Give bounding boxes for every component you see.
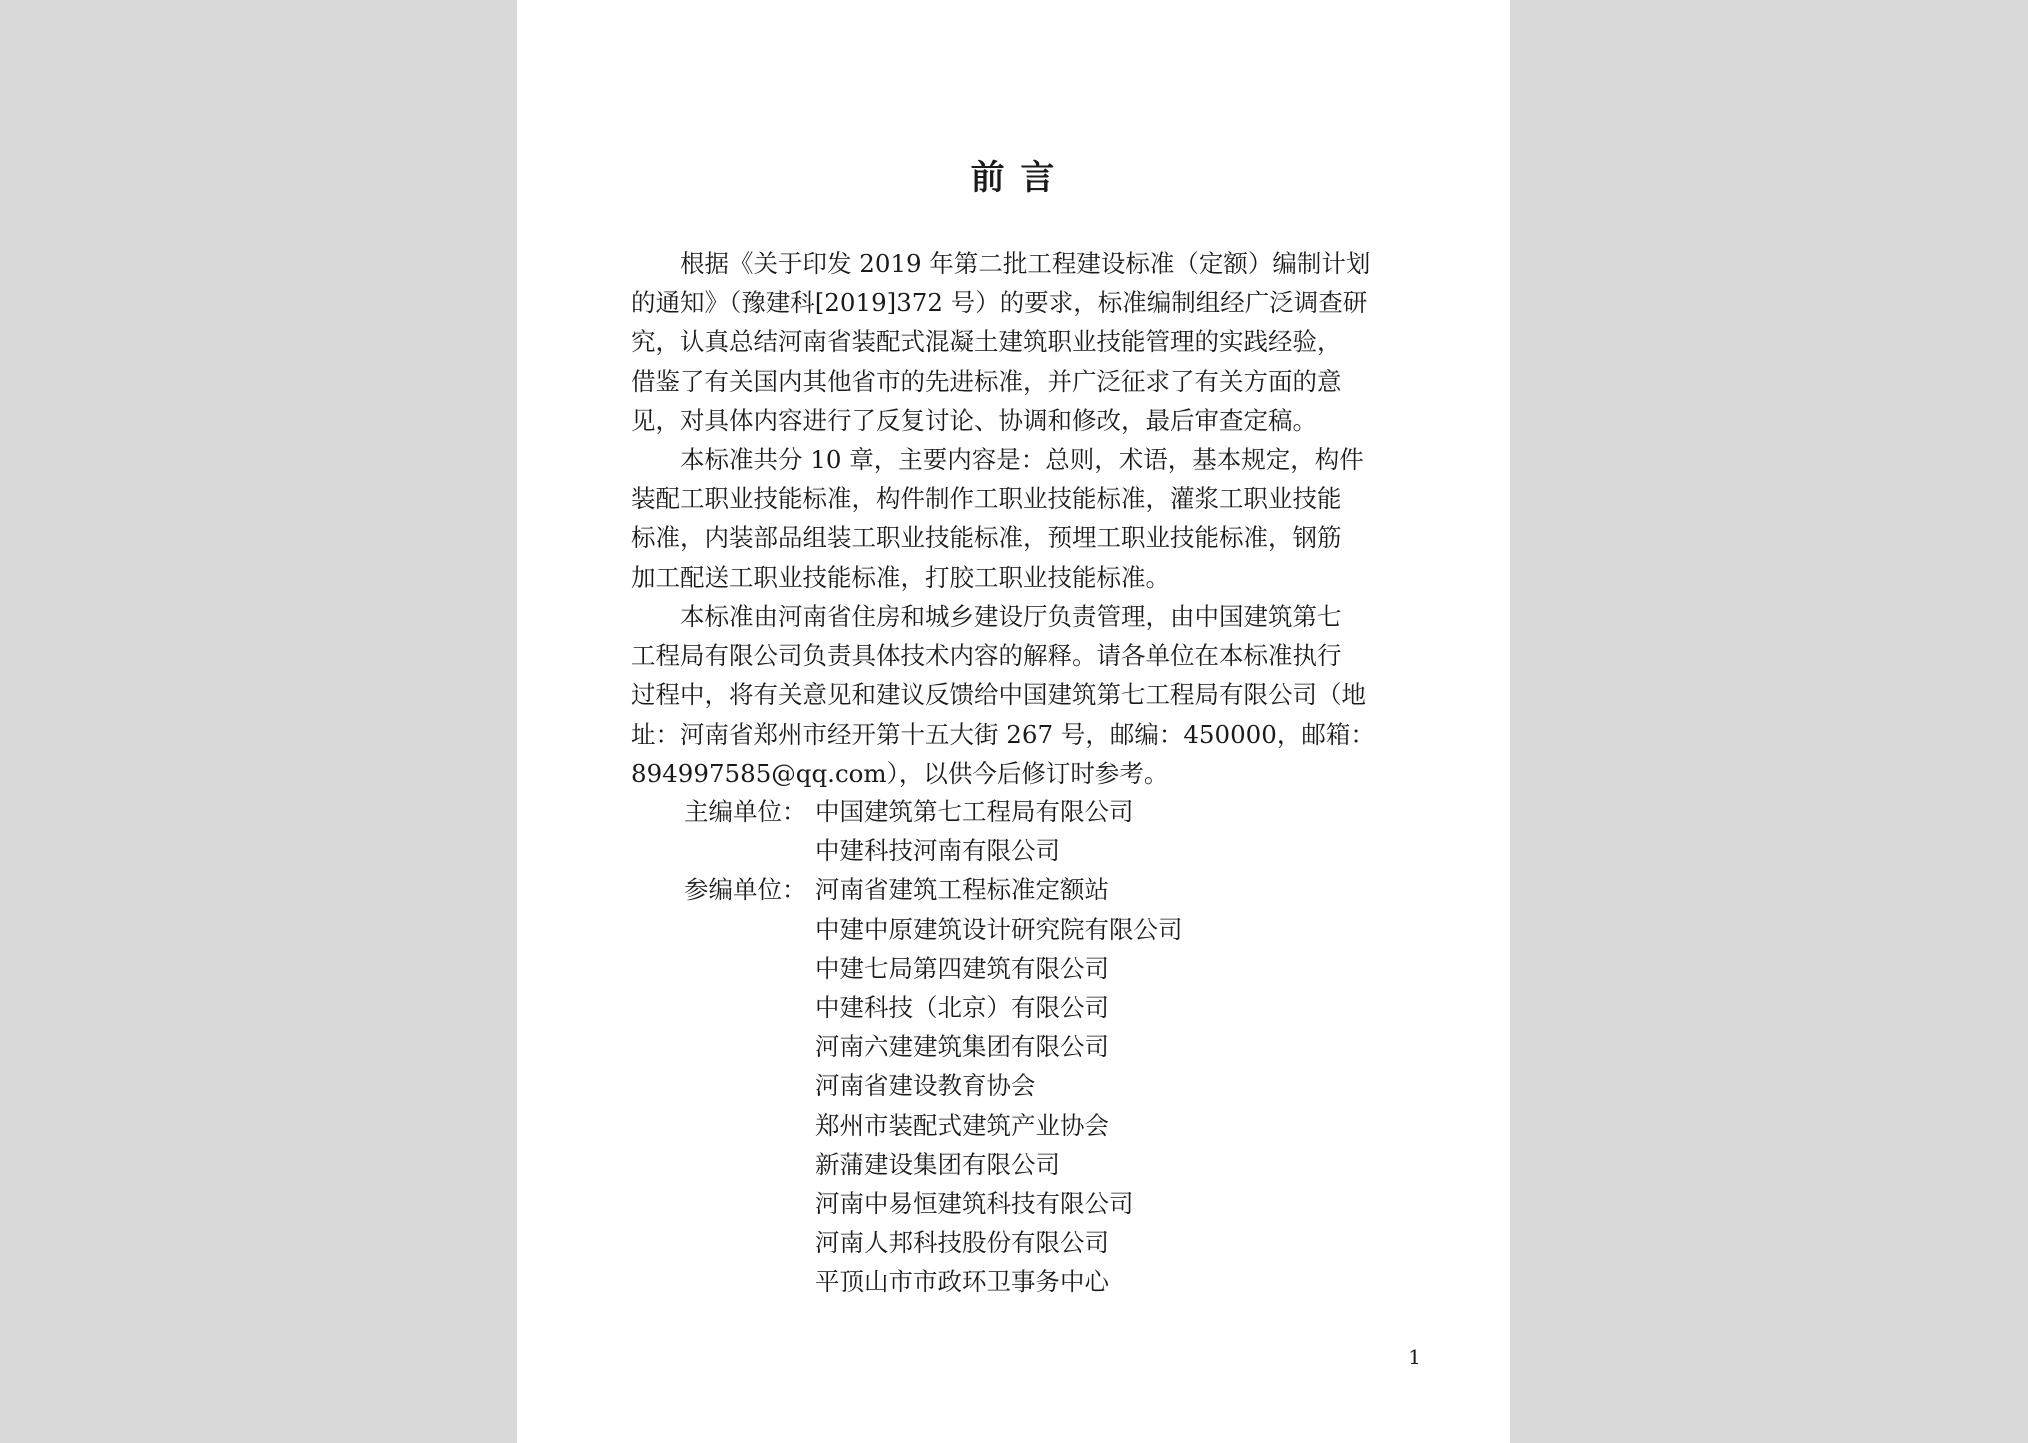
paragraph-line: 根据《关于印发 2019 年第二批工程建设标准（定额）编制计划 <box>680 249 1371 278</box>
paragraph-3 <box>631 597 1421 793</box>
paragraph-1 <box>631 244 1421 440</box>
paragraph-line: 过程中，将有关意见和建议反馈给中国建筑第七工程局有限公司（地 <box>631 680 1366 710</box>
page-number: 1 <box>1408 1345 1421 1369</box>
paragraph-line: 借鉴了有关国内其他省市的先进标准，并广泛征求了有关方面的意 <box>631 366 1342 396</box>
paragraph-2 <box>631 440 1421 597</box>
paragraph-line: 究，认真总结河南省装配式混凝土建筑职业技能管理的实践经验， <box>631 327 1342 357</box>
paragraph-line: 894997585@qq.com），以供今后修订时参考。 <box>631 758 1169 788</box>
participating-editor-name: 河南人邦科技股份有限公司 <box>815 1228 1109 1258</box>
participating-editor-name: 河南省建设教育协会 <box>815 1071 1036 1101</box>
paragraph-line: 本标准共分 10 章，主要内容是：总则，术语，基本规定，构件 <box>680 445 1364 474</box>
paragraph-line: 见，对具体内容进行了反复讨论、协调和修改，最后审查定稿。 <box>631 405 1317 435</box>
paragraph-line: 工程局有限公司负责具体技术内容的解释。请各单位在本标准执行 <box>631 641 1342 671</box>
participating-editor-name: 中建七局第四建筑有限公司 <box>815 953 1109 983</box>
paragraph-line: 标准，内装部品组装工职业技能标准，预埋工职业技能标准，钢筋 <box>631 523 1342 553</box>
paragraph-line: 加工配送工职业技能标准，打胶工职业技能标准。 <box>631 562 1170 592</box>
paragraph-line: 装配工职业技能标准，构件制作工职业技能标准，灌浆工职业技能 <box>631 484 1342 514</box>
participating-editor-name: 河南六建建筑集团有限公司 <box>815 1032 1109 1062</box>
participating-editor-name: 平顶山市市政环卫事务中心 <box>815 1267 1109 1297</box>
paragraph-line: 本标准由河南省住房和城乡建设厅负责管理，由中国建筑第七 <box>680 602 1342 631</box>
chief-editor-name: 中国建筑第七工程局有限公司 <box>815 797 1134 826</box>
participating-editors-label: 参编单位： <box>684 875 807 905</box>
page-title: 前 言 <box>970 158 1057 198</box>
participating-editor-name: 中建科技（北京）有限公司 <box>815 992 1109 1022</box>
paragraph-line: 址：河南省郑州市经开第十五大街 267 号，邮编：450000，邮箱： <box>631 719 1375 749</box>
participating-editor-name: 中建中原建筑设计研究院有限公司 <box>815 914 1183 944</box>
chief-editor-name: 中建科技河南有限公司 <box>815 836 1060 866</box>
chief-editors-label: 主编单位： <box>684 797 807 826</box>
participating-editor-name: 河南中易恒建筑科技有限公司 <box>815 1188 1134 1218</box>
participating-editor-name: 河南省建筑工程标准定额站 <box>815 875 1109 905</box>
paragraph-line: 的通知》（豫建科[2019]372 号）的要求，标准编制组经广泛调查研 <box>631 288 1368 318</box>
participating-editor-name: 新蒲建设集团有限公司 <box>815 1149 1060 1179</box>
document-page <box>517 0 1510 1443</box>
participating-editor-name: 郑州市装配式建筑产业协会 <box>815 1110 1109 1140</box>
